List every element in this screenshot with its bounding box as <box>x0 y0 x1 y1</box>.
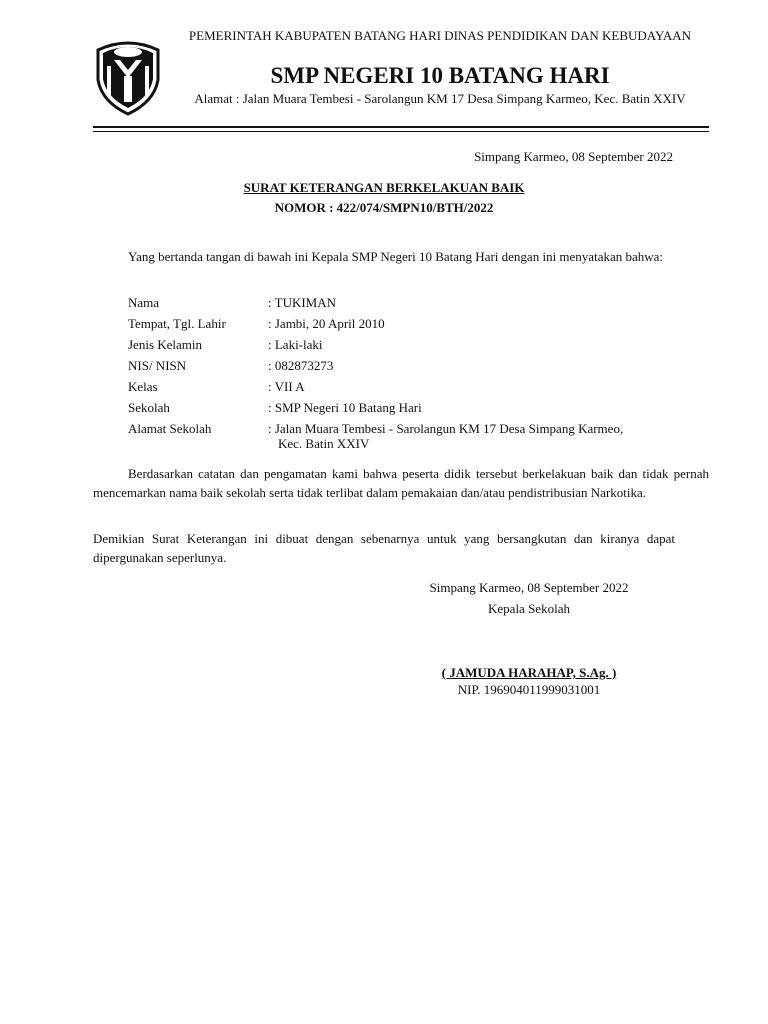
opening-paragraph: Yang bertanda tangan di bawah ini Kepala SMP Negeri 10 Batang Hari dengan ini menyatakan bahwa: <box>128 249 664 264</box>
field-value: : TUKIMAN <box>268 295 337 310</box>
field-value: : SMP Negeri 10 Batang Hari <box>268 400 422 415</box>
signature-date: Simpang Karmeo, 08 September 2022 <box>429 580 629 595</box>
field-value: : 082873273 <box>268 358 334 373</box>
school-address: Alamat : Jalan Muara Tembesi - Sarolangun KM 17 Desa Simpang Karmeo, Kec. Batin XXIV <box>194 91 686 106</box>
field-value-continuation: Kec. Batin XXIV <box>278 436 370 451</box>
school-crest-icon <box>92 36 164 116</box>
field-row-gender <box>128 334 708 355</box>
field-label: Alamat Sekolah <box>128 421 212 436</box>
agency-name: PEMERINTAH KABUPATEN BATANG HARI DINAS PENDIDIKAN DAN KEBUDAYAAN <box>188 28 692 43</box>
field-label: NIS/ NISN <box>128 358 187 373</box>
field-label: Jenis Kelamin <box>128 337 203 352</box>
field-value: : VII A <box>268 379 305 394</box>
signatory-name: ( JAMUDA HARAHAP, S.Ag. ) <box>441 665 617 680</box>
letter-title: SURAT KETERANGAN BERKELAKUAN BAIK <box>243 180 525 195</box>
field-row-school <box>128 397 708 418</box>
field-value: : Laki-laki <box>268 337 323 352</box>
field-row-class <box>128 376 708 397</box>
field-row-birth <box>128 313 708 334</box>
student-details <box>128 292 708 453</box>
field-label: Sekolah <box>128 400 170 415</box>
closing-paragraph: Demikian Surat Keterangan ini dibuat dengan sebenarnya untuk yang bersangkutan dan kiranya dapat dipergunakan seperlunya. <box>93 531 675 565</box>
statement-paragraph: Berdasarkan catatan dan pengamatan kami bahwa peserta didik tersebut berkelakuan baik dan tidak pernah mencemarkan nama baik sekolah serta tidak terlibat dalam pemakaian dan/atau pendistribusian Narkotika. <box>93 466 709 500</box>
field-row-name <box>128 292 708 313</box>
letterhead-divider-thin <box>93 131 709 132</box>
letterhead-divider <box>93 126 709 128</box>
field-label: Nama <box>128 295 160 310</box>
field-row-nis <box>128 355 708 376</box>
field-label: Kelas <box>128 379 158 394</box>
field-label: Tempat, Tgl. Lahir <box>128 316 226 331</box>
signatory-nip: NIP. 196904011999031001 <box>457 682 601 697</box>
field-value: : Jambi, 20 April 2010 <box>268 316 385 331</box>
field-value: : Jalan Muara Tembesi - Sarolangun KM 17 Desa Simpang Karmeo, <box>268 421 624 436</box>
letter-number: NOMOR : 422/074/SMPN10/BTH/2022 <box>274 200 494 215</box>
school-name: SMP NEGERI 10 BATANG HARI <box>270 63 610 88</box>
field-row-school-address <box>128 418 708 439</box>
signature-position: Kepala Sekolah <box>488 601 570 616</box>
letter-date: Simpang Karmeo, 08 September 2022 <box>474 149 673 164</box>
